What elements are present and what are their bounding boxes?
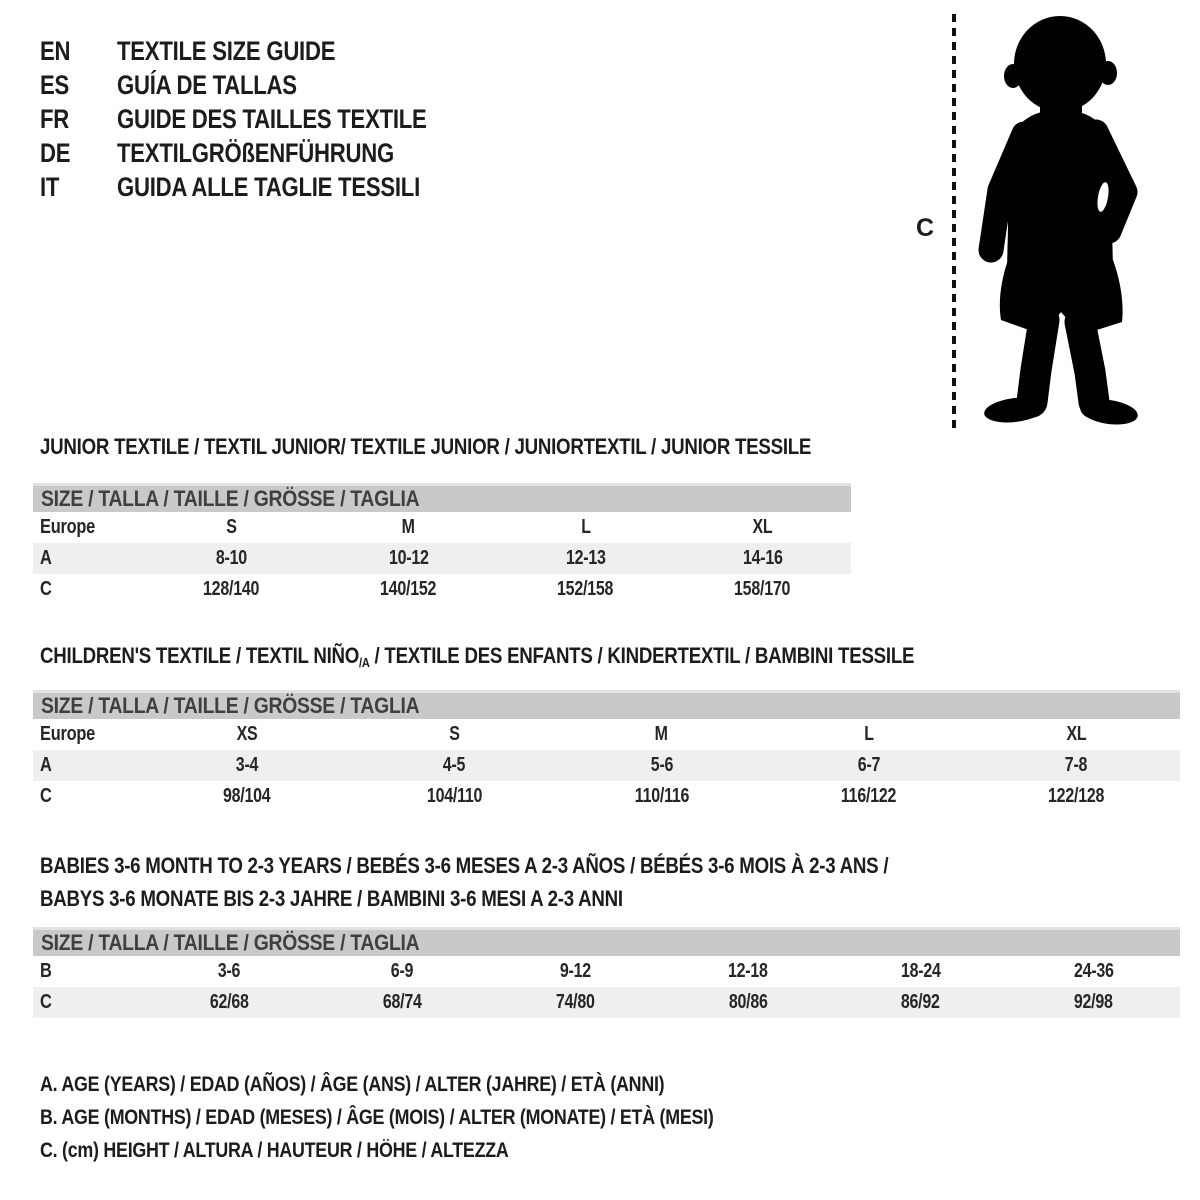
value-cell: 14-16 [742,547,783,569]
value-cell: 6-9 [391,960,414,982]
row-label: B [40,960,52,982]
value-cell: 10-12 [388,547,429,569]
value-cell: 3-4 [235,754,258,776]
lang-title-fr: GUIDE DES TAILLES TEXTILE [117,103,427,134]
legend-age-months: B. AGE (MONTHS) / EDAD (MESES) / ÂGE (MOIS) / ALTER (MONATE) / ETÀ (MESI) [40,1106,714,1129]
language-title-block [40,34,495,204]
babies-section-heading [40,849,1038,915]
lang-title-en: TEXTILE SIZE GUIDE [117,35,336,66]
babies-size-table [33,927,1180,1018]
babies-size-bar: SIZE / TALLA / TAILLE / GRÖSSE / TAGLIA [33,927,1180,956]
legend-age-years: A. AGE (YEARS) / EDAD (AÑOS) / ÂGE (ANS) / ALTER (JAHRE) / ETÀ (ANNI) [40,1073,665,1096]
value-cell: 152/158 [557,578,614,600]
children-row-height-cm [33,781,1180,812]
children-size-table [33,690,1180,812]
lang-code-it: IT [40,171,60,202]
lang-code-en: EN [40,35,71,66]
lang-code-es: ES [40,69,70,100]
children-heading-subscript: /A [359,655,370,670]
lang-title-es: GUÍA DE TALLAS [117,69,297,100]
value-cell: 18-24 [900,960,941,982]
value-cell: 104/110 [426,785,482,807]
children-section-heading [40,643,1068,676]
value-cell: 24-36 [1073,960,1114,982]
value-cell: 122/128 [1048,785,1105,807]
height-measure-label: C [916,214,935,242]
junior-size-table [33,483,851,605]
value-cell: 62/68 [209,991,249,1013]
babies-heading-line2: BABYS 3-6 MONATE BIS 2-3 JAHRE / BAMBINI 3-6 MESI A 2-3 ANNI [40,886,623,911]
value-cell: 158/170 [734,578,791,600]
lang-code-fr: FR [40,103,70,134]
lang-title-de: TEXTILGRÖßENFÜHRUNG [117,137,394,168]
toddler-silhouette-icon [960,12,1150,426]
lang-code-de: DE [40,137,71,168]
row-label: C [40,785,52,807]
size-cell: L [580,516,591,538]
junior-row-europe [33,512,851,543]
size-cell: M [401,516,416,538]
height-measure-dashed-line [952,14,956,432]
lang-row-it [40,170,495,204]
lang-title-it: GUIDA ALLE TAGLIE TESSILI [117,171,420,202]
lang-row-en [40,34,495,68]
lang-row-de [40,136,495,170]
value-cell: 86/92 [901,991,941,1013]
value-cell: 68/74 [382,991,422,1013]
value-cell: 92/98 [1074,991,1113,1013]
value-cell: 12-13 [565,547,606,569]
value-cell: 128/140 [203,578,260,600]
size-cell: M [654,723,669,745]
size-cell: S [226,516,237,538]
children-row-europe [33,719,1180,750]
value-cell: 4-5 [442,754,466,776]
value-cell: 116/122 [841,785,897,807]
size-cell: XS [236,723,258,745]
junior-size-bar: SIZE / TALLA / TAILLE / GRÖSSE / TAGLIA [33,483,851,512]
children-heading-pre: CHILDREN'S TEXTILE / TEXTIL NIÑO [40,643,360,668]
value-cell: 80/86 [728,991,768,1013]
value-cell: 9-12 [559,960,591,982]
value-cell: 3-6 [218,960,241,982]
babies-row-height-cm [33,987,1180,1018]
junior-row-height-cm [33,574,851,605]
lang-row-fr [40,102,495,136]
value-cell: 98/104 [222,785,271,807]
row-label: C [40,991,52,1013]
value-cell: 74/80 [555,991,595,1013]
value-cell: 6-7 [857,754,881,776]
row-label: C [40,578,52,600]
size-cell: XL [752,516,773,538]
lang-row-es [40,68,495,102]
row-label: A [40,754,52,776]
measurement-legend [40,1068,832,1167]
value-cell: 8-10 [215,547,248,569]
row-label: Europe [40,516,96,538]
value-cell: 5-6 [650,754,673,776]
row-label: Europe [40,723,96,745]
legend-height-cm: C. (cm) HEIGHT / ALTURA / HAUTEUR / HÖHE / ALTEZZA [40,1139,509,1162]
value-cell: 12-18 [728,960,768,982]
babies-heading-line1: BABIES 3-6 MONTH TO 2-3 YEARS / BEBÉS 3-6 MESES A 2-3 AÑOS / BÉBÉS 3-6 MOIS À 2-3 ANS / [40,853,889,878]
size-cell: S [448,723,460,745]
children-size-bar: SIZE / TALLA / TAILLE / GRÖSSE / TAGLIA [33,690,1180,719]
size-cell: L [864,723,874,745]
row-label: A [40,547,52,569]
value-cell: 140/152 [380,578,437,600]
value-cell: 7-8 [1065,754,1088,776]
babies-row-age-months [33,956,1180,987]
junior-section-heading: JUNIOR TEXTILE / TEXTIL JUNIOR/ TEXTILE JUNIOR / JUNIORTEXTIL / JUNIOR TESSILE [40,434,812,459]
children-heading-post: / TEXTILE DES ENFANTS / KINDERTEXTIL / BAMBINI TESSILE [369,643,915,668]
junior-row-age-years [33,543,851,574]
children-row-age-years [33,750,1180,781]
value-cell: 110/116 [634,785,689,807]
size-cell: XL [1066,723,1087,745]
